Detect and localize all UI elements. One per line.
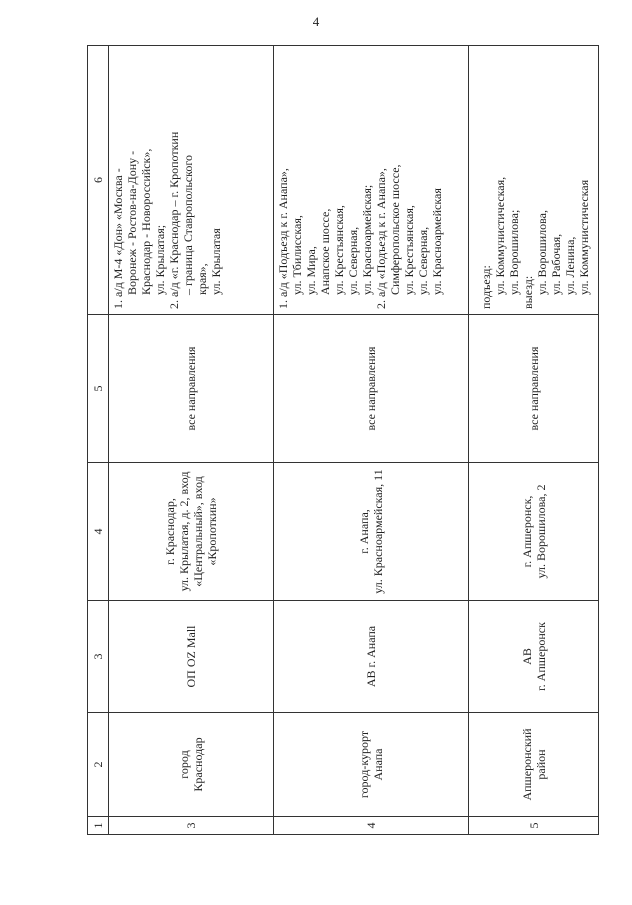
routes-table [87, 45, 599, 835]
district-cell: город-курорт Анапа [274, 713, 469, 817]
direction-cell: все направления [274, 315, 469, 463]
district-cell: город Краснодар [109, 713, 274, 817]
direction-cell: все направления [469, 315, 599, 463]
page-number: 4 [312, 14, 320, 29]
column-number: 2 [88, 713, 109, 817]
row-number: 4 [274, 817, 469, 835]
route-entry-label: подъезд: [479, 265, 493, 309]
district-cell: Апшеронский район [469, 713, 599, 817]
row-number: 3 [109, 817, 274, 835]
table-row [469, 46, 599, 835]
table-row [274, 46, 469, 835]
table-row [109, 46, 274, 835]
address-cell: г. Анапа, ул. Красноармейская, 11 [274, 463, 469, 601]
rotated-table-wrapper [87, 45, 599, 835]
direction-cell: все направления [109, 315, 274, 463]
route-exit-label: выезд: [521, 275, 535, 309]
route-cell: 1. а/д «Подъезд к г. Анапа», ул. Тбилисская, ул. Мира, Анапское шоссе, ул. Крестьянская, ул. Северная, ул. Красноармейская; 2. а/д «Подъезд к г. Анапа», Симферопольское шоссе, ул. Крестьянская, ул. Северная, ул. Красноармейская [274, 46, 469, 315]
station-cell: АВ г. Апшеронск [469, 601, 599, 713]
row-number: 5 [469, 817, 599, 835]
column-number: 1 [88, 817, 109, 835]
column-number: 4 [88, 463, 109, 601]
route-cell: 1. а/д М-4 «Дон» «Москва - Воронеж - Ростов-на-Дону - Краснодар - Новороссийск», ул. Крылатая; 2. а/д «г. Краснодар – г. Кропоткин – граница Ставропольского края», ул. Крылатая [109, 46, 274, 315]
address-cell: г. Апшеронск, ул. Ворошилова, 2 [469, 463, 599, 601]
column-number: 3 [88, 601, 109, 713]
column-number: 5 [88, 315, 109, 463]
route-cell: подъезд: ул. Коммунистическая, ул. Ворошилова; выезд: ул. Ворошилова, ул. Рабочая, ул. Ленина, ул. Коммунистическая [469, 46, 599, 315]
station-cell: ОП OZ Mall [109, 601, 274, 713]
column-number: 6 [88, 46, 109, 315]
address-cell: г. Краснодар, ул. Крылатая, д. 2, вход «Центральный», вход «Кропоткин» [109, 463, 274, 601]
column-number-row [88, 46, 109, 835]
station-cell: АВ г. Анапа [274, 601, 469, 713]
